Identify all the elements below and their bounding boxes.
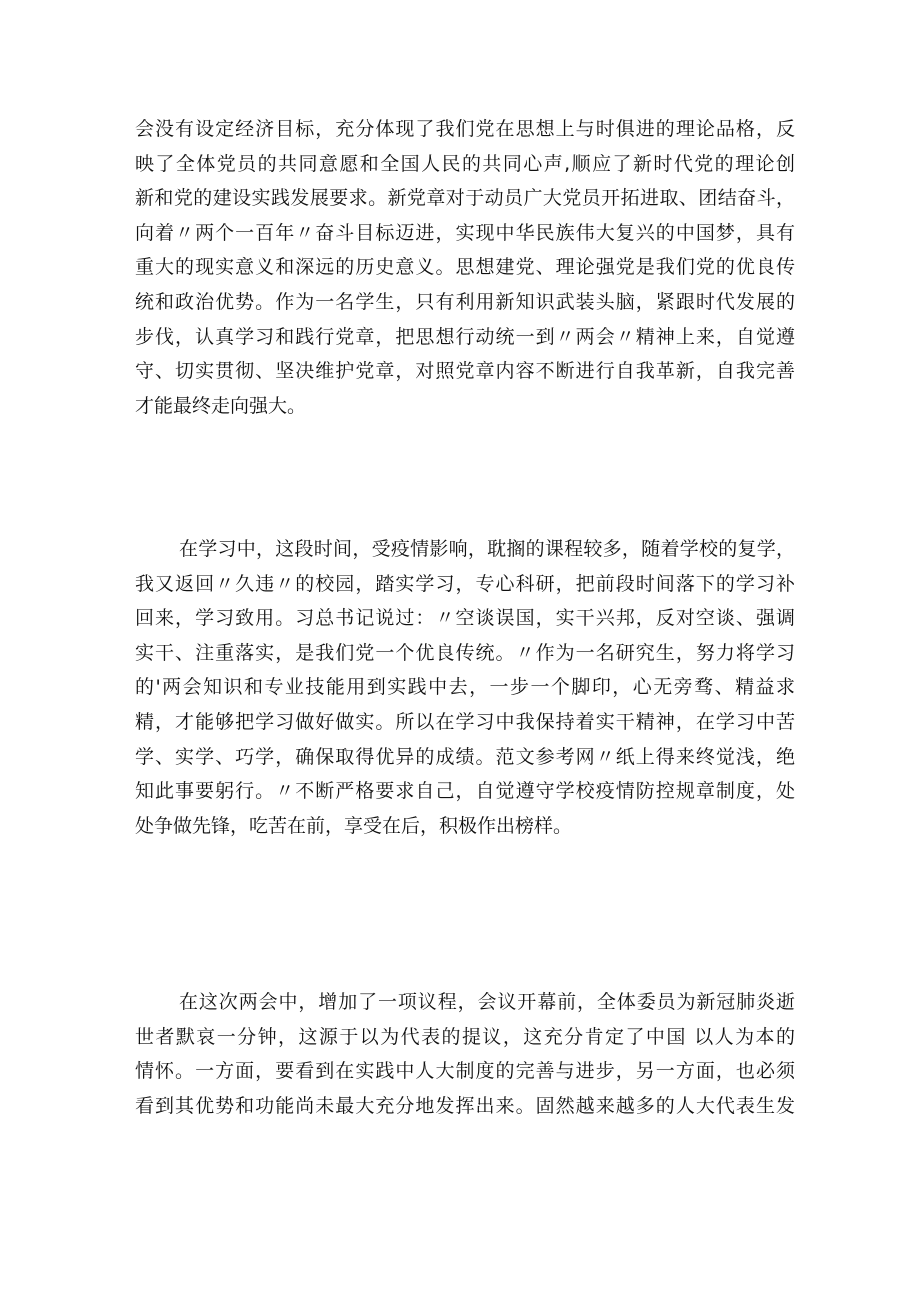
- paragraph-3: [135, 985, 795, 1123]
- text-line: 情怀。一方面，要看到在实践中人大制度的完善与进步，另一方面，也必须: [135, 1060, 795, 1083]
- text-line: 重大的现实意义和深远的历史意义。思想建党、理论强党是我们党的优良传: [135, 256, 795, 279]
- text-line: 统和政治优势。作为一名学生，只有利用新知识武装头脑，紧跟时代发展的: [135, 290, 795, 313]
- text-line: 会没有设定经济目标，充分体现了我们党在思想上与时俱进的理论品格，反: [135, 118, 795, 140]
- text-line: 处争做先锋，吃苦在前，享受在后，积极作出榜样。: [135, 814, 573, 837]
- text-line: 世者默哀一分钟，这源于以为代表的提议，这充分肯定了中国 以人为本的: [135, 1025, 795, 1048]
- text-line: 才能最终走向强大。: [135, 394, 307, 417]
- text-line: 在学习中，这段时间，受疫情影响，耽搁的课程较多，随着学校的复学，: [179, 538, 795, 560]
- text-line: 知此事要躬行。〃不断严格要求自己，自觉遵守学校疫情防控规章制度，处: [135, 780, 795, 803]
- text-line: 新和党的建设实践发展要求。新党章对于动员广大党员开拓进取、团结奋斗，: [135, 187, 795, 210]
- paragraph-1: [135, 112, 795, 423]
- text-line: 学、实学、巧学，确保取得优异的成绩。范文参考网〃纸上得来终觉浅，绝: [135, 745, 795, 768]
- text-line: 我又返回〃久违〃的校园，踏实学习，专心科研，把前段时间落下的学习补: [135, 572, 795, 595]
- text-line: 回来，学习致用。习总书记说过：〃空谈误国，实干兴邦，反对空谈、强调: [135, 607, 795, 630]
- text-line: 实干、注重落实，是我们党一个优良传统。〃作为一名研究生，努力将学习: [135, 641, 795, 664]
- text-line: 守、切实贯彻、坚决维护党章，对照党章内容不断进行自我革新，自我完善: [135, 360, 795, 383]
- paragraph-2: [135, 532, 795, 843]
- text-line: 向着〃两个一百年〃奋斗目标迈进，实现中华民族伟大复兴的中国梦，具有: [135, 221, 795, 244]
- text-line: 看到其优势和功能尚未最大充分地发挥出来。固然越来越多的人大代表生发: [135, 1094, 795, 1117]
- text-line: 的'两会知识和专业技能用到实践中去，一步一个脚印，心无旁骛、精益求: [135, 676, 795, 699]
- text-line: 步伐，认真学习和践行党章，把思想行动统一到〃两会〃精神上来，自觉遵: [135, 325, 795, 348]
- text-line: 在这次两会中，增加了一项议程，会议开幕前，全体委员为新冠肺炎逝: [179, 991, 795, 1013]
- text-line: 精，才能够把学习做好做实。所以在学习中我保持着实干精神，在学习中苦: [135, 710, 795, 733]
- text-line: 映了全体党员的共同意愿和全国人民的共同心声,顺应了新时代党的理论创: [135, 152, 795, 175]
